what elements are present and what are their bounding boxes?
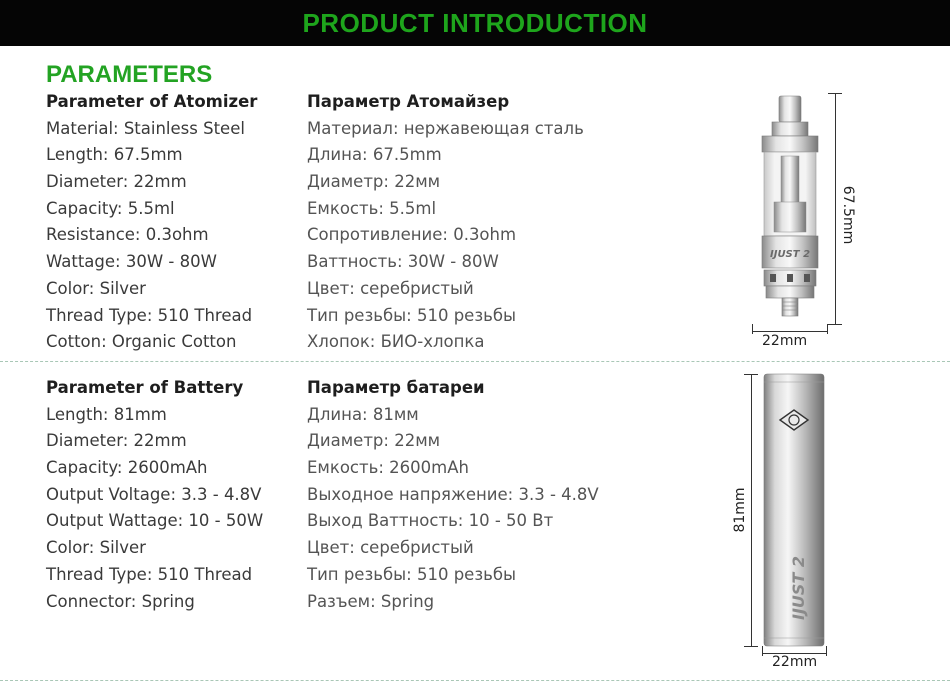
atomizer-width-left-tick <box>752 324 753 334</box>
atomizer-param-en: Diameter: 22mm <box>46 172 187 192</box>
battery-param-en: Capacity: 2600mAh <box>46 458 208 478</box>
section-divider <box>0 361 950 362</box>
battery-image <box>758 372 830 652</box>
atomizer-width-label: 22mm <box>762 333 808 349</box>
battery-param-ru: Разъем: Spring <box>307 591 435 611</box>
bottom-divider <box>0 680 950 681</box>
battery-width-left-tick <box>762 646 763 656</box>
atomizer-param-en: Material: Stainless Steel <box>46 118 245 138</box>
atomizer-width-right-tick <box>827 324 828 334</box>
atomizer-param-ru: Сопротивление: 0.3ohm <box>307 225 517 245</box>
atomizer-logo: IJUST 2 <box>770 249 811 260</box>
battery-param-en: Diameter: 22mm <box>46 431 187 451</box>
atomizer-height-line <box>835 93 836 324</box>
banner-title: PRODUCT INTRODUCTION <box>292 8 657 38</box>
atomizer-param-ru: Ваттность: 30W - 80W <box>307 252 499 272</box>
battery-heading-en: Parameter of Battery <box>46 378 244 397</box>
atomizer-height-bottom-tick <box>828 324 842 325</box>
atomizer-param-ru: Цвет: серебристый <box>307 278 474 298</box>
atomizer-param-en: Thread Type: 510 Thread <box>46 305 253 325</box>
battery-param-en: Color: Silver <box>46 538 146 558</box>
battery-param-en: Output Wattage: 10 - 50W <box>46 511 264 531</box>
section-title: PARAMETERS <box>46 61 213 88</box>
battery-params-en <box>46 375 263 615</box>
atomizer-param-ru: Емкость: 5.5ml <box>307 198 437 218</box>
battery-param-ru: Цвет: серебристый <box>307 538 474 558</box>
battery-param-en: Thread Type: 510 Thread <box>46 564 253 584</box>
battery-width-right-tick <box>826 646 827 656</box>
battery-param-ru: Диаметр: 22мм <box>307 431 441 451</box>
battery-param-ru: Выход Ваттность: 10 - 50 Вт <box>307 511 554 531</box>
battery-logo: IJUST 2 <box>789 555 808 620</box>
battery-param-ru: Длина: 81мм <box>307 404 419 424</box>
atomizer-param-en: Color: Silver <box>46 278 146 298</box>
atomizer-param-en: Cotton: Organic Cotton <box>46 332 237 352</box>
battery-param-en: Connector: Spring <box>46 591 195 611</box>
atomizer-param-en: Resistance: 0.3ohm <box>46 225 209 245</box>
atomizer-param-en: Wattage: 30W - 80W <box>46 252 217 272</box>
atomizer-params-en <box>46 89 257 356</box>
atomizer-param-en: Length: 67.5mm <box>46 145 183 165</box>
atomizer-image <box>750 90 830 330</box>
battery-param-en: Length: 81mm <box>46 404 167 424</box>
header-banner <box>0 0 950 46</box>
atomizer-param-en: Capacity: 5.5ml <box>46 198 175 218</box>
battery-height-line <box>751 374 752 646</box>
battery-width-label: 22mm <box>772 654 818 670</box>
atomizer-heading-ru: Параметр Атомайзер <box>307 92 510 111</box>
atomizer-heading-en: Parameter of Atomizer <box>46 92 258 111</box>
atomizer-param-ru: Диаметр: 22мм <box>307 172 441 192</box>
battery-param-ru: Емкость: 2600mAh <box>307 458 469 478</box>
atomizer-param-ru: Тип резьбы: 510 резьбы <box>307 305 517 325</box>
battery-heading-ru: Параметр батареи <box>307 378 485 397</box>
battery-height-label: 81mm <box>732 487 748 533</box>
atomizer-width-line <box>752 331 827 332</box>
atomizer-param-ru: Материал: нержавеющая сталь <box>307 118 584 138</box>
battery-param-en: Output Voltage: 3.3 - 4.8V <box>46 484 262 504</box>
atomizer-param-ru: Длина: 67.5mm <box>307 145 442 165</box>
battery-param-ru: Выходное напряжение: 3.3 - 4.8V <box>307 484 599 504</box>
atomizer-params-ru <box>307 89 584 356</box>
atomizer-height-label: 67.5mm <box>840 185 856 245</box>
battery-params-ru <box>307 375 599 615</box>
atomizer-param-ru: Хлопок: БИО-хлопка <box>307 332 485 352</box>
battery-height-bottom-tick <box>744 646 758 647</box>
battery-param-ru: Тип резьбы: 510 резьбы <box>307 564 517 584</box>
